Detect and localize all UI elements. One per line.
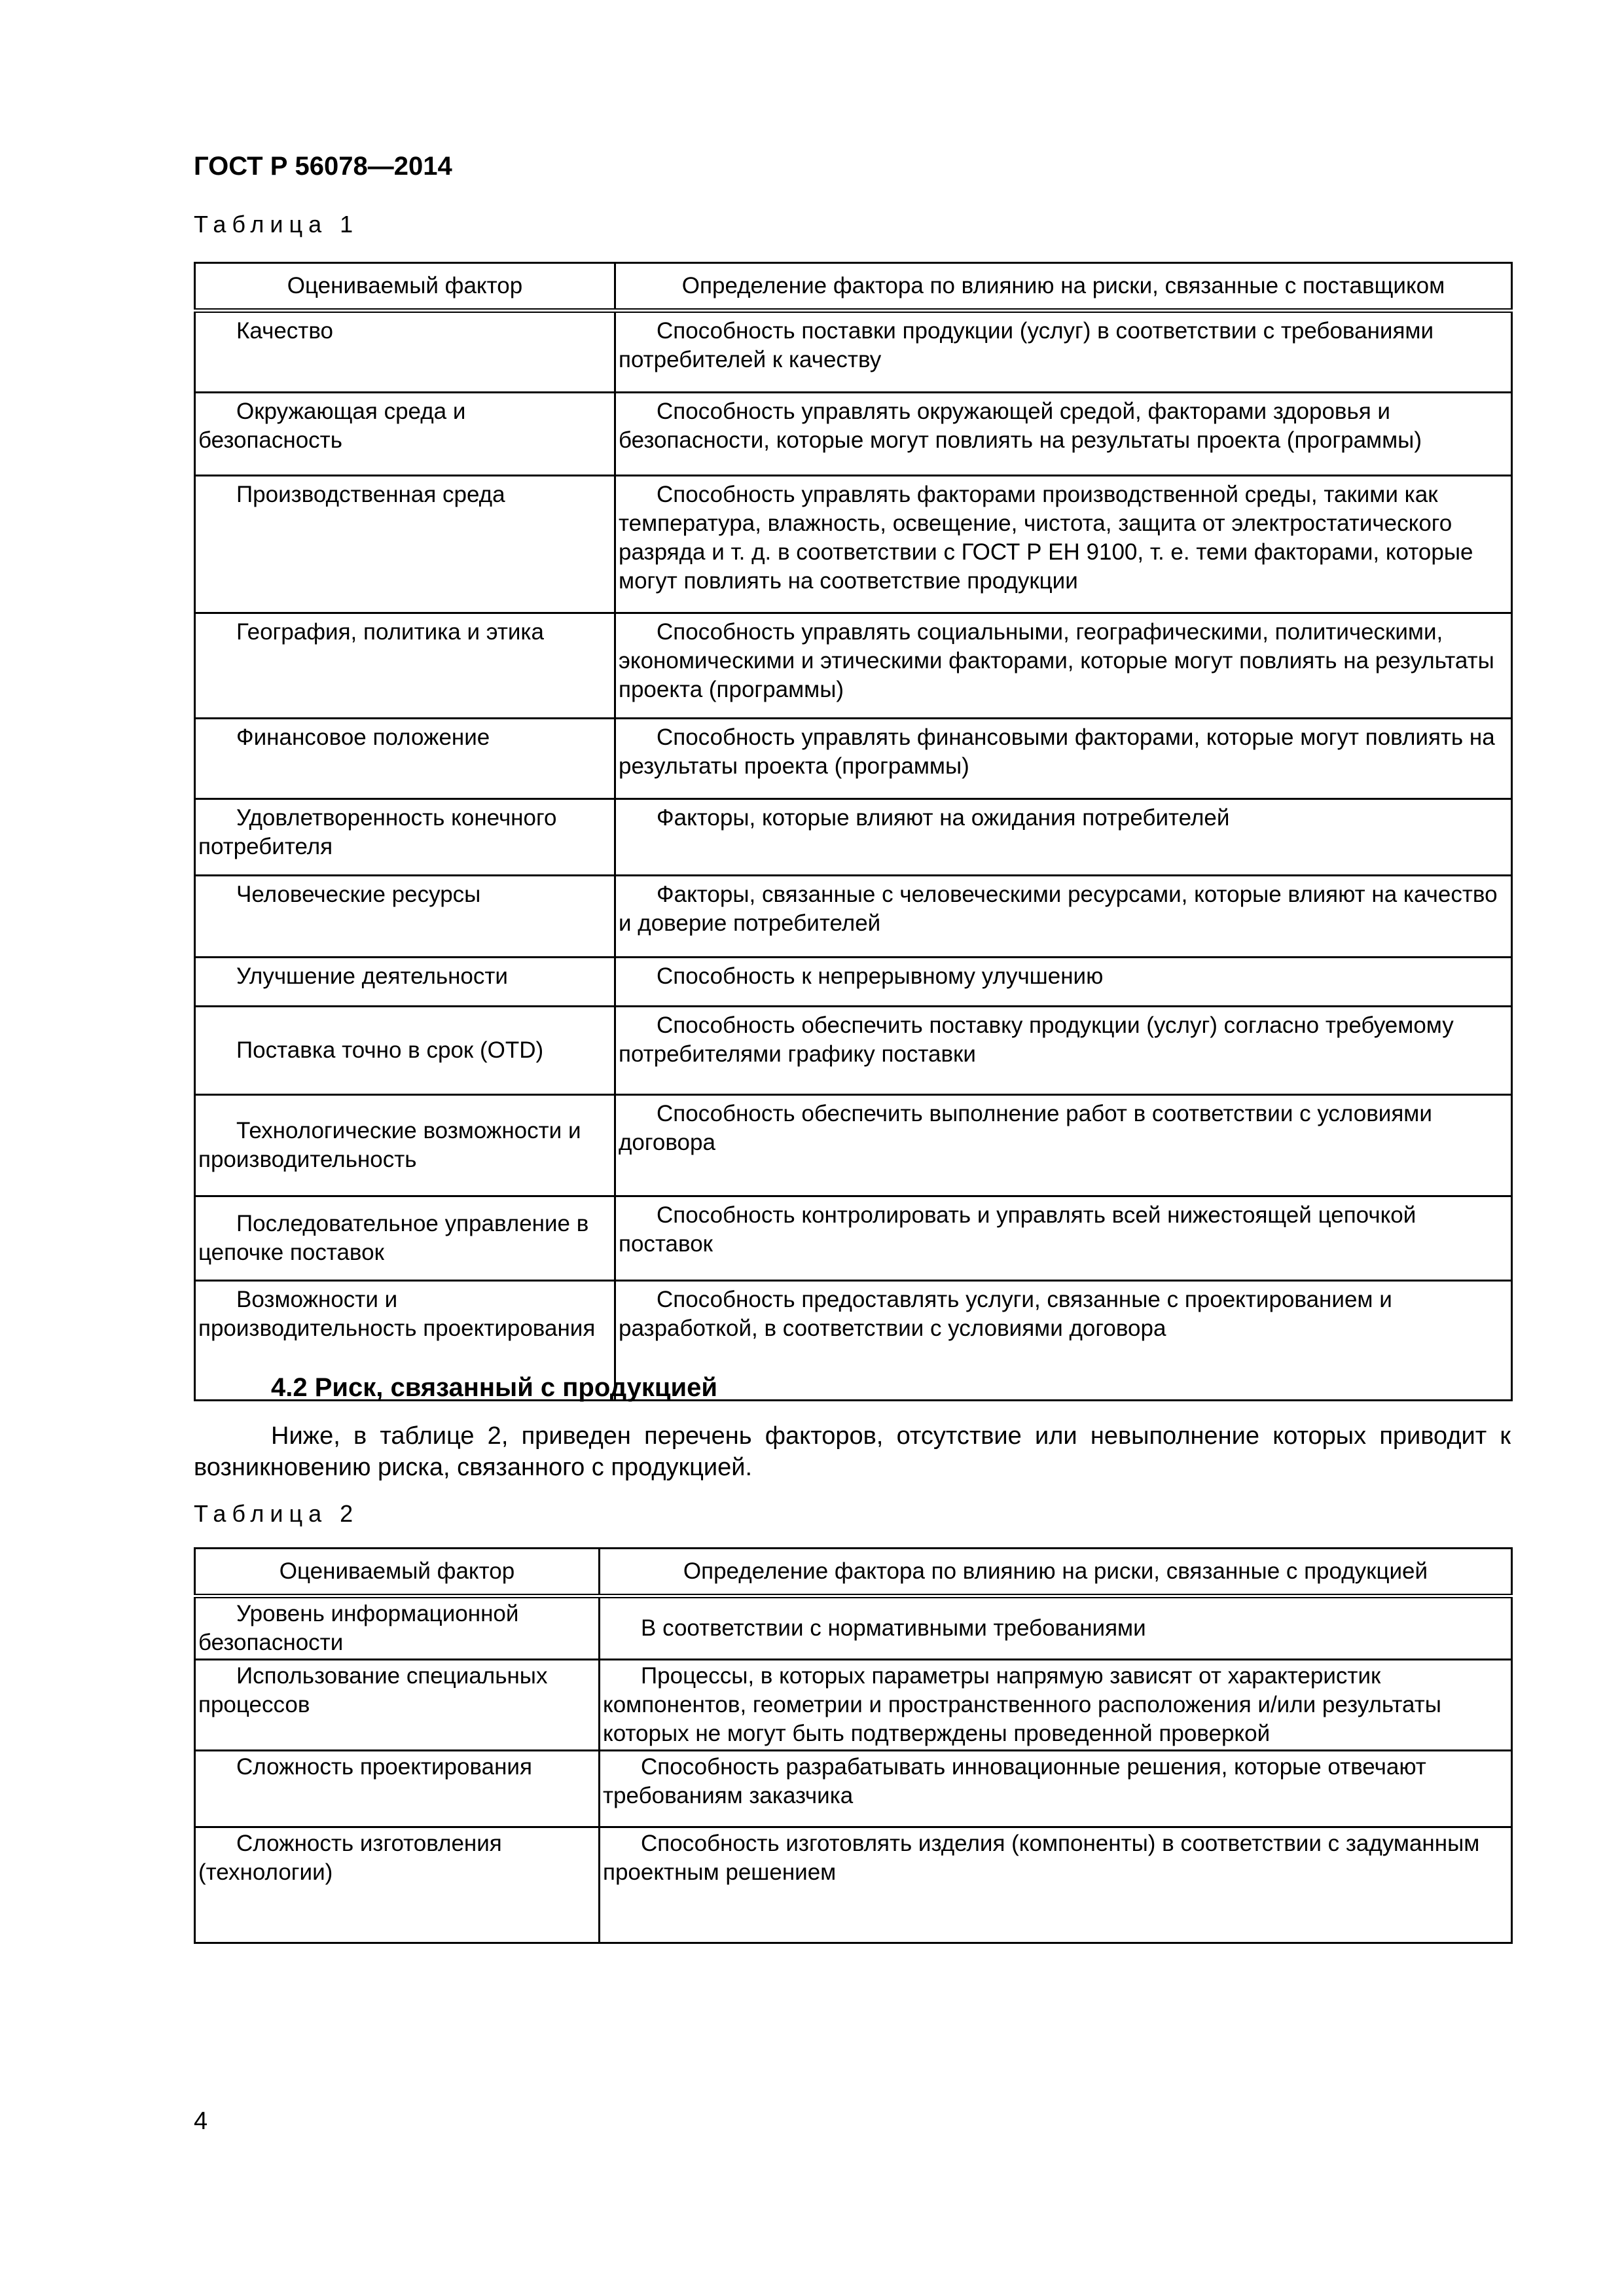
table-row xyxy=(195,1827,1512,1943)
factor-cell: Удовлетворенность конечного потребителя xyxy=(195,799,615,876)
definition-cell: Способность управлять факторами производственной среды, такими как температура, влажность, освещение, чистота, защита от электростатического разряда и т. д. в соответствии с ГОСТ Р ЕН 9100, т. е. теми факторами, которые могут повлиять на соответствие продукции xyxy=(615,476,1512,613)
table-row xyxy=(195,1196,1512,1281)
factor-cell: Поставка точно в срок (OTD) xyxy=(195,1007,615,1095)
definition-cell: Способность к непрерывному улучшению xyxy=(615,958,1512,1007)
definition-cell: Способность управлять финансовыми факторами, которые могут повлиять на результаты проекта (программы) xyxy=(615,719,1512,799)
definition-cell: Процессы, в которых параметры напрямую зависят от характеристик компонентов, геометрии и пространственного расположения и/или результаты которых не могут быть подтверждены проведенной проверкой xyxy=(600,1660,1512,1751)
factor-cell: Технологические возможности и производительность xyxy=(195,1095,615,1196)
factor-cell: География, политика и этика xyxy=(195,613,615,719)
table-2 xyxy=(194,1547,1513,1944)
table-row xyxy=(195,1751,1512,1827)
table-2-caption: Таблица 2 xyxy=(194,1500,359,1527)
table-row xyxy=(195,1007,1512,1095)
definition-cell: Способность управлять социальными, географическими, политическими, экономическими и этическими факторами, которые могут повлиять на результаты проекта (программы) xyxy=(615,613,1512,719)
table-row xyxy=(195,719,1512,799)
factor-cell: Финансовое положение xyxy=(195,719,615,799)
definition-cell: Факторы, которые влияют на ожидания потребителей xyxy=(615,799,1512,876)
factor-cell: Уровень информационной безопасности xyxy=(195,1596,600,1660)
table-row xyxy=(195,1596,1512,1660)
definition-cell: В соответствии с нормативными требованиями xyxy=(600,1596,1512,1660)
factor-cell: Качество xyxy=(195,311,615,393)
table-row xyxy=(195,1095,1512,1196)
document-header: ГОСТ Р 56078—2014 xyxy=(194,152,452,181)
table-row xyxy=(195,876,1512,958)
table-row xyxy=(195,311,1512,393)
definition-cell: Способность изготовлять изделия (компоненты) в соответствии с задуманным проектным решением xyxy=(600,1827,1512,1943)
factor-cell: Человеческие ресурсы xyxy=(195,876,615,958)
table-1-column-header: Оцениваемый фактор xyxy=(195,263,615,311)
table-1-caption: Таблица 1 xyxy=(194,211,359,238)
factor-cell: Производственная среда xyxy=(195,476,615,613)
factor-cell: Сложность изготовления (технологии) xyxy=(195,1827,600,1943)
table-2-column-header: Оцениваемый фактор xyxy=(195,1549,600,1596)
definition-cell: Способность обеспечить поставку продукции (услуг) согласно требуемому потребителями графику поставки xyxy=(615,1007,1512,1095)
definition-cell: Способность обеспечить выполнение работ в соответствии с условиями договора xyxy=(615,1095,1512,1196)
definition-cell: Способность разрабатывать инновационные решения, которые отвечают требованиям заказчика xyxy=(600,1751,1512,1827)
table-row xyxy=(195,393,1512,476)
table-1 xyxy=(194,262,1513,1401)
factor-cell: Последовательное управление в цепочке поставок xyxy=(195,1196,615,1281)
table-1-column-header: Определение фактора по влиянию на риски, связанные с поставщиком xyxy=(615,263,1512,311)
table-2-column-header: Определение фактора по влиянию на риски, связанные с продукцией xyxy=(600,1549,1512,1596)
table-row xyxy=(195,613,1512,719)
factor-cell: Сложность проектирования xyxy=(195,1751,600,1827)
table-2-header-row xyxy=(195,1549,1512,1596)
table-row xyxy=(195,958,1512,1007)
factor-cell: Окружающая среда и безопасность xyxy=(195,393,615,476)
definition-cell: Способность поставки продукции (услуг) в соответствии с требованиями потребителей к качеству xyxy=(615,311,1512,393)
table-row xyxy=(195,799,1512,876)
factor-cell: Использование специальных процессов xyxy=(195,1660,600,1751)
section-heading: 4.2 Риск, связанный с продукцией xyxy=(271,1373,717,1402)
table-row xyxy=(195,1660,1512,1751)
table-1-header-row xyxy=(195,263,1512,311)
table-row xyxy=(195,476,1512,613)
factor-cell: Улучшение деятельности xyxy=(195,958,615,1007)
factor-cell: Возможности и производительность проектирования xyxy=(195,1281,615,1401)
definition-cell: Способность предоставлять услуги, связанные с проектированием и разработкой, в соответствии с условиями договора xyxy=(615,1281,1512,1401)
definition-cell: Способность управлять окружающей средой, факторами здоровья и безопасности, которые могут повлиять на результаты проекта (программы) xyxy=(615,393,1512,476)
definition-cell: Способность контролировать и управлять всей нижестоящей цепочкой поставок xyxy=(615,1196,1512,1281)
section-paragraph: Ниже, в таблице 2, приведен перечень факторов, отсутствие или невыполнение которых приводит к возникновению риска, связанного с продукцией. xyxy=(194,1422,1511,1481)
definition-cell: Факторы, связанные с человеческими ресурсами, которые влияют на качество и доверие потребителей xyxy=(615,876,1512,958)
page-number: 4 xyxy=(194,2108,208,2135)
